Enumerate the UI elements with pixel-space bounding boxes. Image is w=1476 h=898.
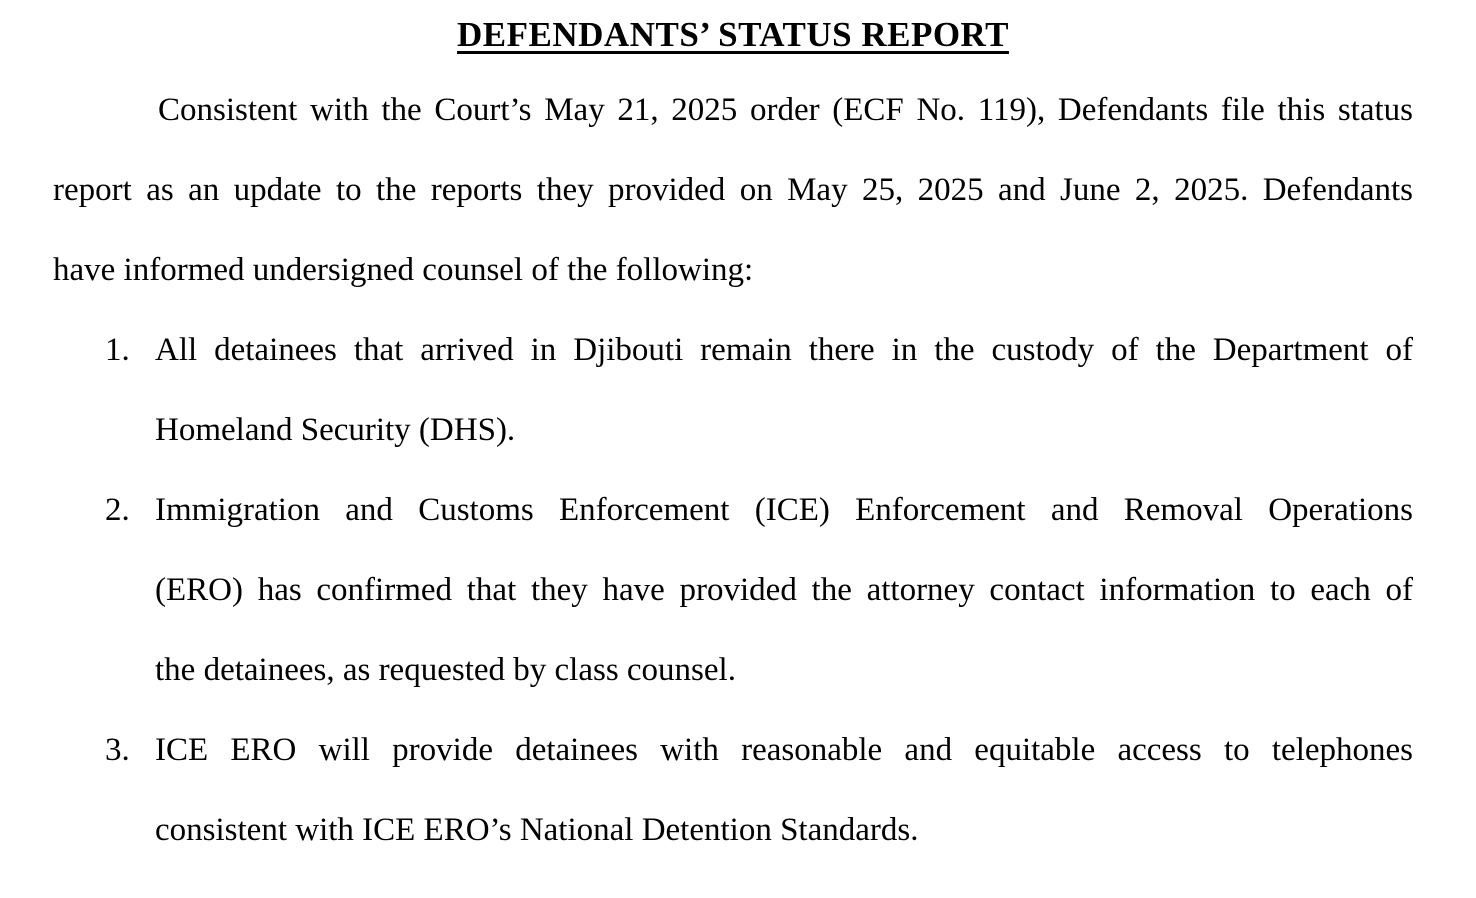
list-item-1 [53, 310, 1413, 470]
list-item-3-text [155, 710, 1413, 870]
paragraph-line-1: Consistent with the Court’s May 21, 2025 order (ECF No. 119), Defendants file this status [158, 92, 1413, 128]
list-item-2-line-3: the detainees, as requested by class counsel. [155, 652, 736, 688]
list-item-3-number: 3. [105, 732, 130, 768]
list-item-3-line-1: ICE ERO will provide detainees with reasonable and equitable access to telephones [155, 732, 1413, 768]
list-item-2 [53, 470, 1413, 710]
list-item-1-line-1: All detainees that arrived in Djibouti remain there in the custody of the Department of [155, 332, 1413, 368]
list-item-1-number: 1. [105, 332, 130, 368]
list-item-2-line-1: Immigration and Customs Enforcement (ICE) Enforcement and Removal Operations [155, 492, 1413, 528]
list-item-2-line-2: (ERO) has confirmed that they have provided the attorney contact information to each of [155, 572, 1413, 608]
paragraph-line-3: have informed undersigned counsel of the following: [53, 252, 754, 288]
list-item-2-number: 2. [105, 492, 130, 528]
list-item-1-line-2: Homeland Security (DHS). [155, 412, 516, 448]
list-item-3-line-2: consistent with ICE ERO’s National Detention Standards. [155, 812, 919, 848]
list-item-2-text [155, 470, 1413, 710]
intro-paragraph [53, 70, 1413, 310]
list-item-3 [53, 710, 1413, 870]
list-item-1-text [155, 310, 1413, 470]
paragraph-line-2: report as an update to the reports they provided on May 25, 2025 and June 2, 2025. Defendants [53, 172, 1413, 208]
document-title: DEFENDANTS’ STATUS REPORT [457, 15, 1009, 54]
